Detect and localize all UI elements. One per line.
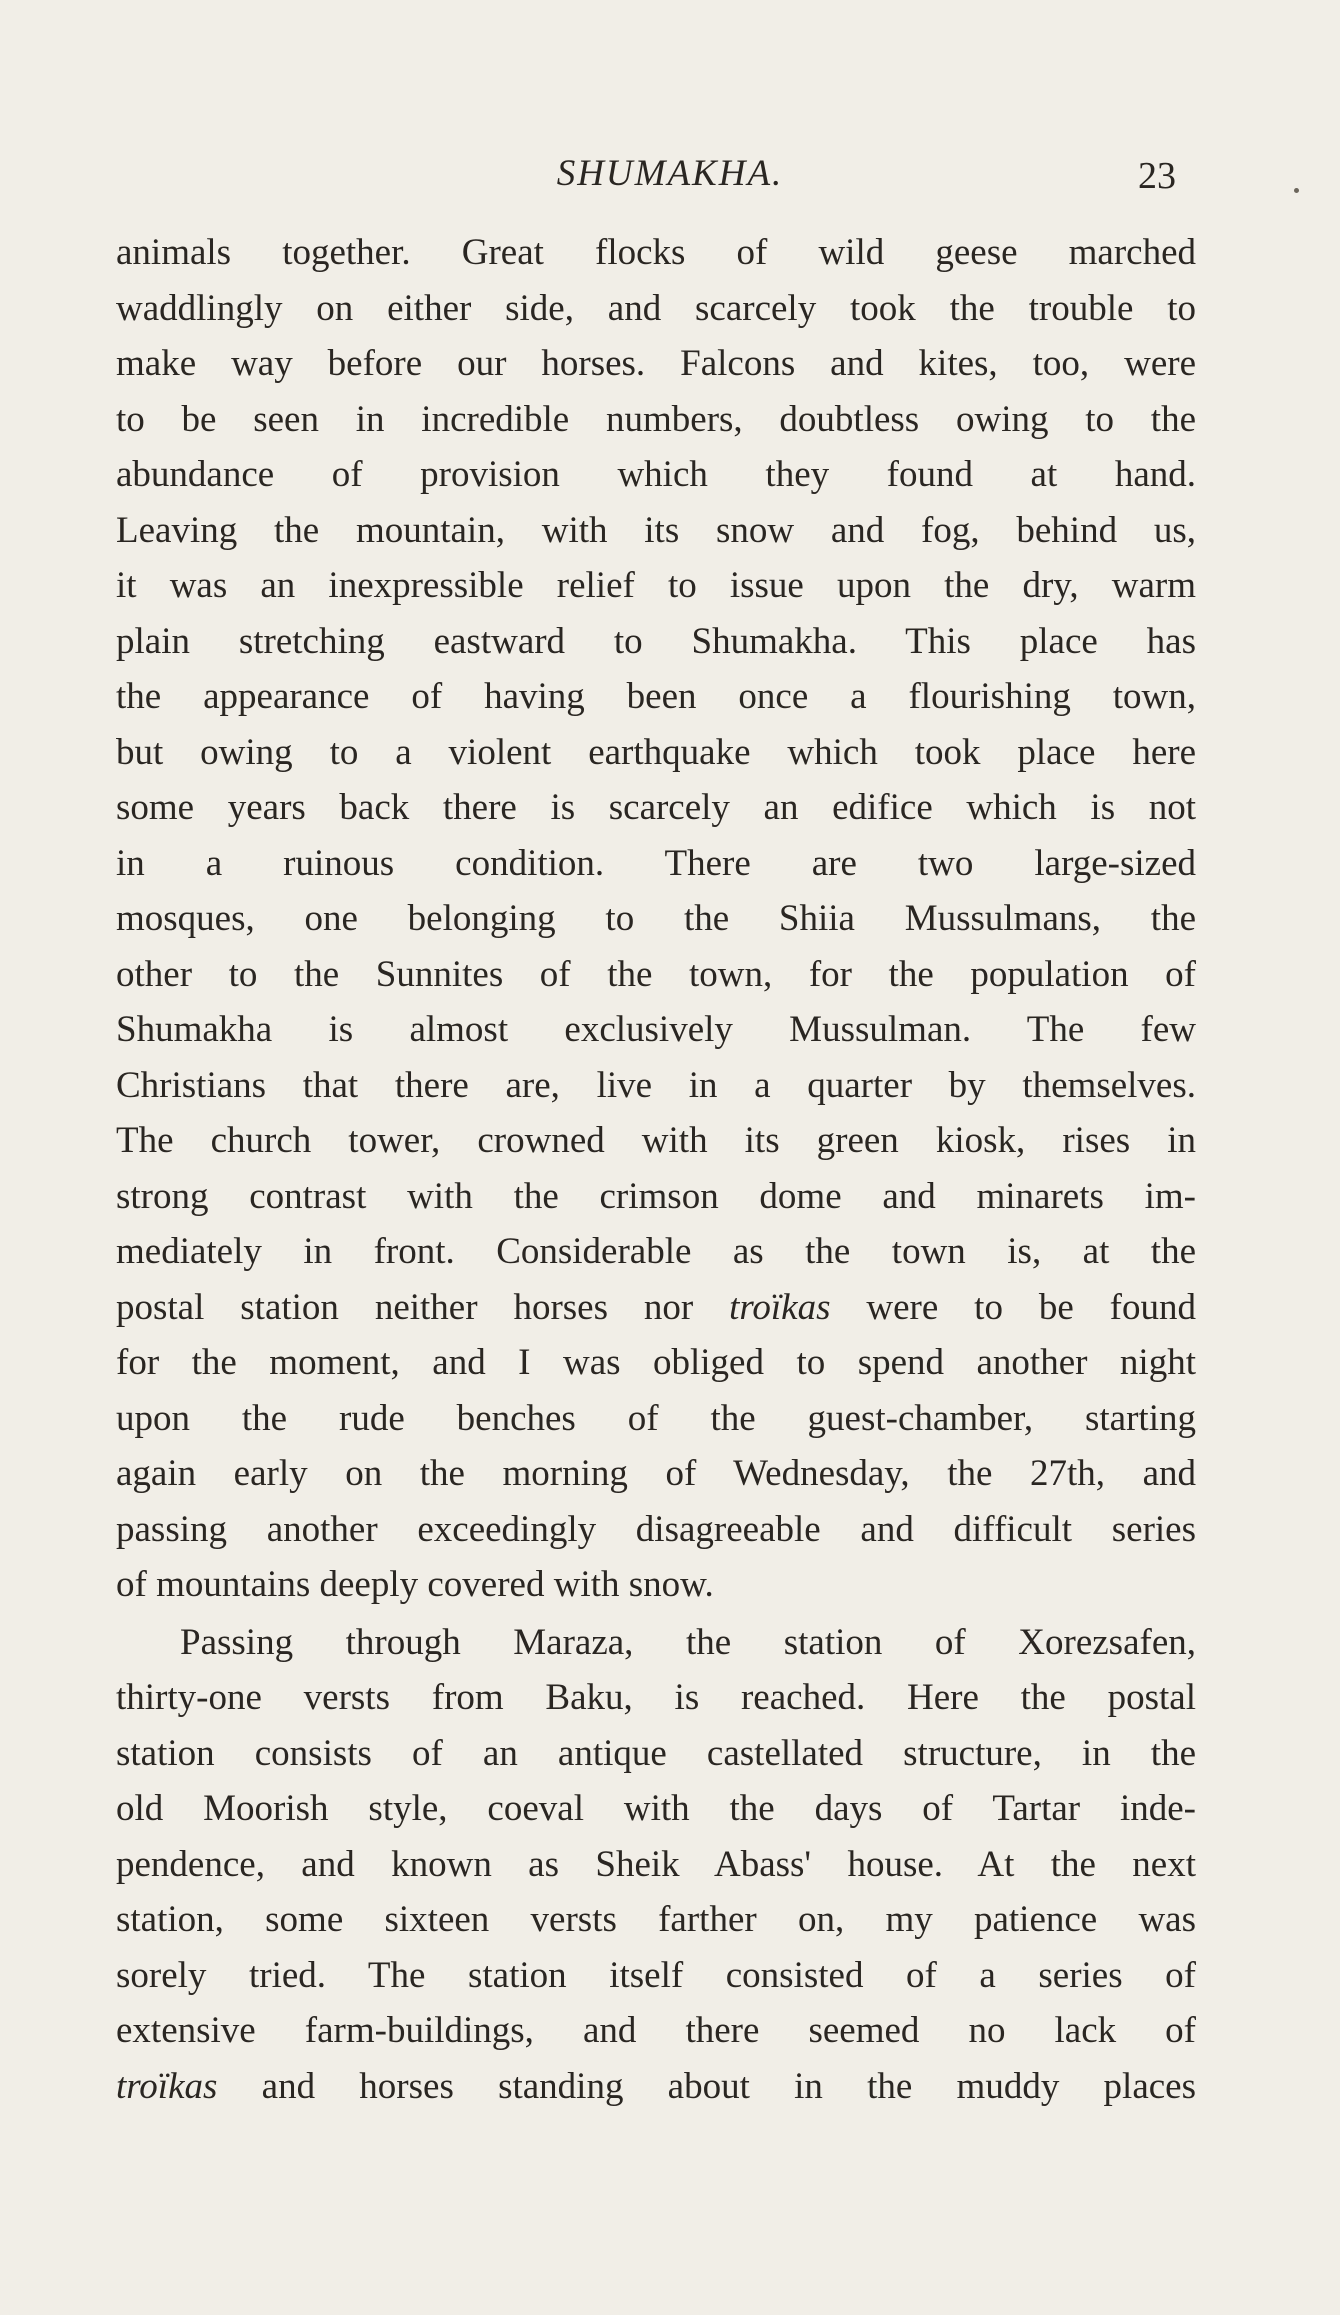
text-line: again early on the morning of Wednesday, the 27th, and [116, 1453, 1196, 1494]
text-line: other to the Sunnites of the town, for the population of [116, 953, 1196, 995]
body-text [116, 225, 1196, 2114]
text-line: in a ruinous condition. There are two large-sized [116, 842, 1196, 884]
text-line: waddlingly on either side, and scarcely took the trouble to [116, 287, 1196, 329]
page-number: 23 [1138, 155, 1176, 197]
text-line: Passing through Maraza, the station of Xorezsafen, [180, 1621, 1196, 1663]
speck-mark [1294, 188, 1299, 193]
text-line: plain stretching eastward to Shumakha. This place has [116, 620, 1196, 662]
text-line: Shumakha is almost exclusively Mussulman. The few [116, 1009, 1196, 1050]
text-line: pendence, and known as Sheik Abass' house. At the next [116, 1843, 1196, 1885]
text-line: to be seen in incredible numbers, doubtless owing to the [116, 398, 1196, 440]
text-line: abundance of provision which they found at hand. [116, 454, 1196, 495]
running-head [0, 148, 1340, 200]
text-line: of mountains deeply covered with snow. [116, 1564, 714, 1605]
text-line: strong contrast with the crimson dome and minarets im- [116, 1175, 1196, 1217]
italic-term: troïkas [116, 2065, 218, 2107]
text-line: for the moment, and I was obliged to spend another night [116, 1342, 1196, 1383]
text-line: thirty-one versts from Baku, is reached. Here the postal [116, 1677, 1196, 1718]
text-line: The church tower, crowned with its green kiosk, rises in [116, 1120, 1196, 1161]
text-line: mediately in front. Considerable as the town is, at the [116, 1231, 1196, 1272]
text-line: mosques, one belonging to the Shiia Mussulmans, the [116, 898, 1196, 939]
text-line: extensive farm-buildings, and there seemed no lack of [116, 2010, 1196, 2051]
text-line: the appearance of having been once a flourishing town, [116, 676, 1196, 717]
text-line: passing another exceedingly disagreeable and difficult series [116, 1508, 1196, 1550]
text-line: station, some sixteen versts farther on, my patience was [116, 1899, 1196, 1940]
text-line [116, 2059, 1196, 2115]
text-line: station consists of an antique castellated structure, in the [116, 1732, 1196, 1774]
text-line: animals together. Great flocks of wild geese marched [116, 232, 1196, 273]
paragraph [116, 225, 1196, 1613]
text-segment: were to be found [830, 1286, 1196, 1328]
text-line: make way before our horses. Falcons and kites, too, were [116, 343, 1196, 384]
text-line: some years back there is scarcely an edifice which is not [116, 787, 1196, 828]
text-line: upon the rude benches of the guest-chamber, starting [116, 1397, 1196, 1439]
italic-term: troïkas [729, 1286, 831, 1328]
text-segment: postal station neither horses nor [116, 1286, 730, 1328]
text-line: Christians that there are, live in a quarter by themselves. [116, 1064, 1196, 1106]
paragraph [116, 1615, 1196, 2115]
text-line [116, 1280, 1196, 1336]
text-line: it was an inexpressible relief to issue upon the dry, warm [116, 565, 1196, 606]
text-line: but owing to a violent earthquake which took place here [116, 731, 1196, 773]
text-segment: and horses standing about in the muddy places [217, 2065, 1196, 2107]
text-line: Leaving the mountain, with its snow and fog, behind us, [116, 509, 1196, 551]
text-line: old Moorish style, coeval with the days of Tartar inde- [116, 1788, 1196, 1829]
running-title: SHUMAKHA. [556, 153, 784, 194]
text-line: sorely tried. The station itself consisted of a series of [116, 1954, 1196, 1996]
